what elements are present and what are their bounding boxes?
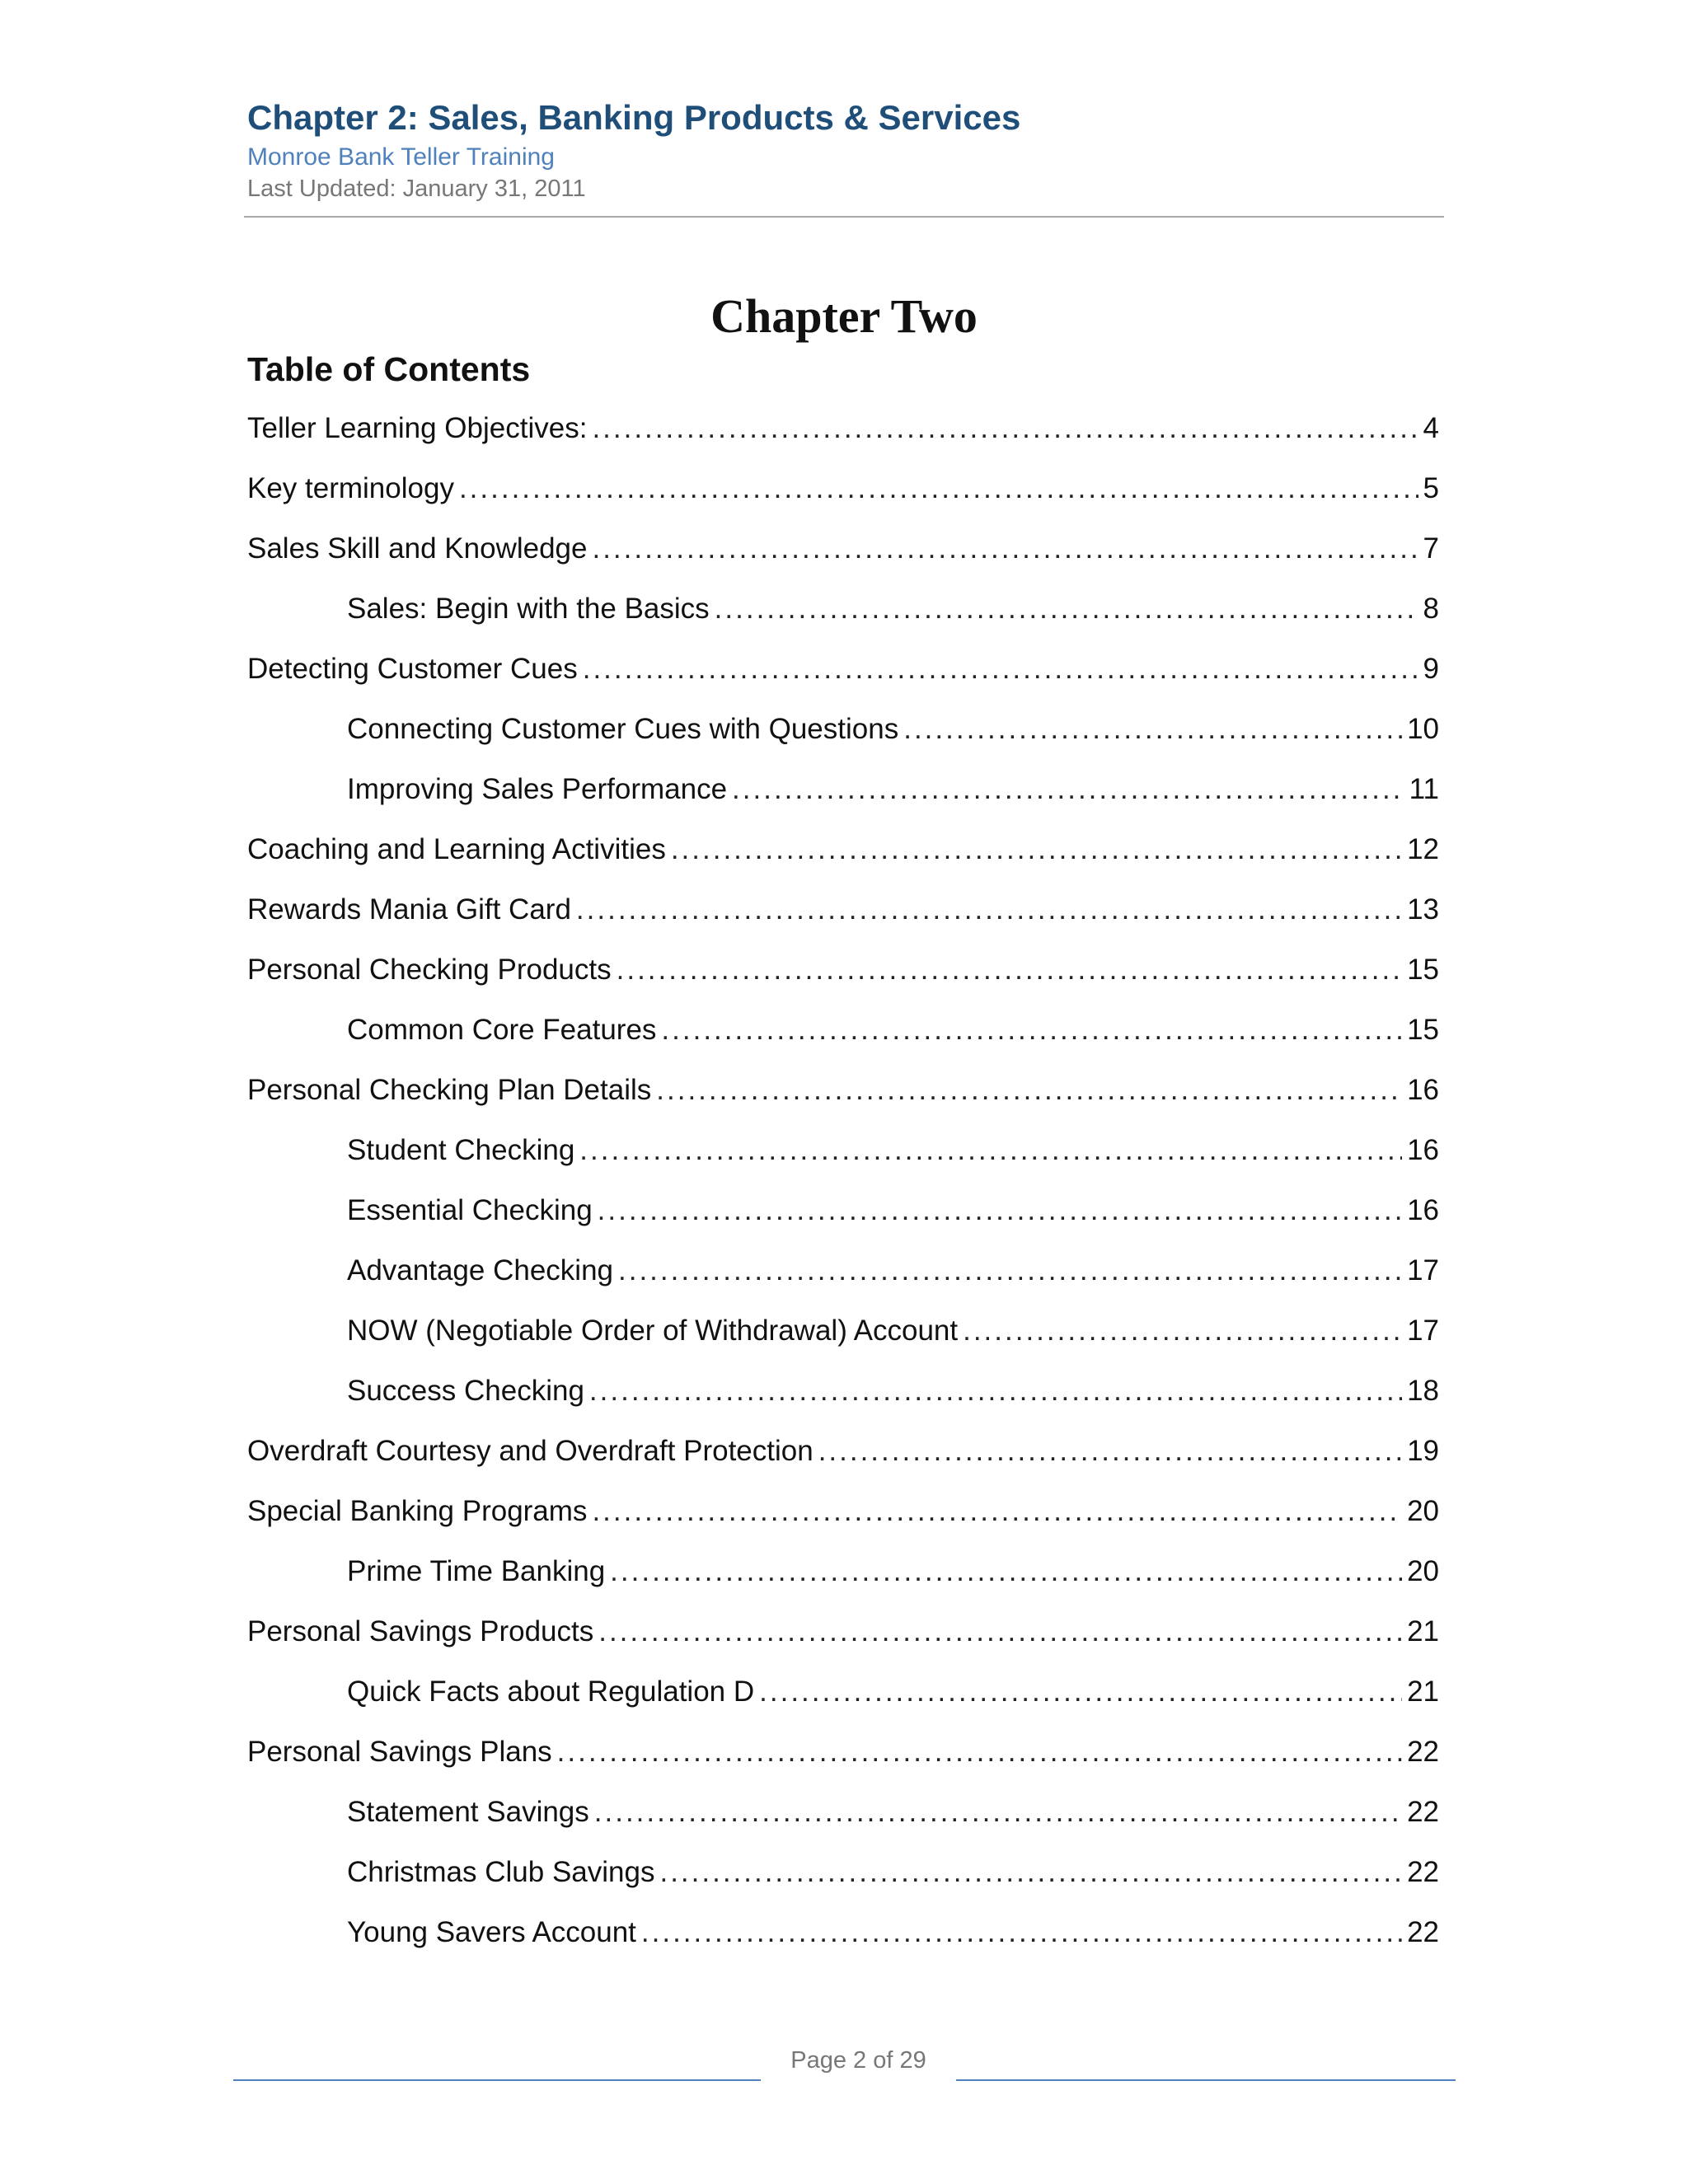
dot-leader: [583, 653, 1418, 686]
dot-leader: [594, 1796, 1402, 1829]
page-number: Page 2 of 29: [790, 2047, 926, 2074]
dot-leader: [656, 1074, 1402, 1107]
dot-leader: [557, 1736, 1402, 1769]
toc-entry-label: Personal Checking Plan Details: [247, 1074, 652, 1106]
toc-entry-page: 22: [1407, 1736, 1439, 1768]
toc-entry-page: 13: [1407, 893, 1439, 926]
toc-entry[interactable]: [247, 593, 1439, 653]
toc-entry-page: 20: [1407, 1495, 1439, 1527]
toc-entry[interactable]: [247, 412, 1439, 472]
toc-entry-label: Student Checking: [347, 1134, 575, 1166]
toc-entry[interactable]: [247, 1675, 1439, 1736]
toc-entry[interactable]: [247, 893, 1439, 954]
toc-entry[interactable]: [247, 1435, 1439, 1495]
toc-entry-label: Connecting Customer Cues with Questions: [347, 713, 899, 745]
chapter-title: Chapter Two: [710, 289, 978, 343]
dot-leader: [641, 1916, 1402, 1949]
toc-entry-label: Rewards Mania Gift Card: [247, 893, 571, 926]
toc-entry-label: Success Checking: [347, 1375, 584, 1407]
toc-entry-page: 22: [1407, 1916, 1439, 1948]
dot-leader: [576, 893, 1402, 926]
toc-entry[interactable]: [247, 1375, 1439, 1435]
toc-entry-label: Improving Sales Performance: [347, 773, 728, 805]
toc-entry[interactable]: [247, 472, 1439, 532]
table-of-contents: [247, 412, 1439, 1976]
dot-leader: [459, 472, 1418, 505]
document-title: Chapter 2: Sales, Banking Products & Services: [247, 98, 1021, 137]
toc-entry-page: 11: [1409, 773, 1439, 805]
toc-entry-label: Special Banking Programs: [247, 1495, 588, 1527]
toc-heading: Table of Contents: [247, 350, 531, 388]
running-header: [247, 97, 1442, 204]
toc-entry[interactable]: [247, 1916, 1439, 1976]
dot-leader: [963, 1315, 1402, 1347]
toc-entry-page: 9: [1423, 653, 1439, 685]
dot-leader: [592, 532, 1418, 565]
toc-entry-page: 15: [1407, 954, 1439, 986]
toc-entry[interactable]: [247, 1074, 1439, 1134]
toc-entry-label: Common Core Features: [347, 1014, 657, 1046]
dot-leader: [579, 1134, 1402, 1167]
toc-entry-label: Detecting Customer Cues: [247, 653, 578, 685]
toc-entry-page: 12: [1407, 833, 1439, 865]
toc-entry-page: 20: [1407, 1555, 1439, 1587]
toc-entry[interactable]: [247, 1555, 1439, 1615]
toc-entry-label: Personal Savings Products: [247, 1615, 594, 1647]
toc-entry[interactable]: [247, 1134, 1439, 1194]
header-divider: [244, 216, 1444, 218]
toc-entry[interactable]: [247, 1014, 1439, 1074]
toc-entry-page: 22: [1407, 1796, 1439, 1828]
dot-leader: [618, 1254, 1402, 1287]
dot-leader: [671, 833, 1402, 866]
toc-entry-page: 4: [1423, 412, 1439, 444]
toc-entry-page: 21: [1407, 1615, 1439, 1647]
toc-entry-page: 16: [1407, 1134, 1439, 1166]
dot-leader: [759, 1675, 1402, 1708]
toc-entry[interactable]: [247, 1495, 1439, 1555]
dot-leader: [592, 412, 1418, 445]
toc-entry-page: 17: [1407, 1254, 1439, 1286]
dot-leader: [610, 1555, 1402, 1588]
document-subtitle: Monroe Bank Teller Training: [247, 143, 555, 171]
toc-entry-page: 21: [1407, 1675, 1439, 1708]
dot-leader: [589, 1375, 1402, 1408]
toc-entry[interactable]: [247, 1856, 1439, 1916]
dot-leader: [661, 1014, 1402, 1047]
toc-entry-label: Christmas Club Savings: [347, 1856, 655, 1888]
toc-entry-label: Sales Skill and Knowledge: [247, 532, 588, 565]
toc-entry-label: Overdraft Courtesy and Overdraft Protection: [247, 1435, 814, 1467]
toc-entry-label: Teller Learning Objectives:: [247, 412, 588, 444]
toc-entry-label: Essential Checking: [347, 1194, 593, 1226]
footer-divider-right: [956, 2079, 1456, 2081]
toc-entry-label: Coaching and Learning Activities: [247, 833, 666, 865]
toc-entry[interactable]: [247, 1315, 1439, 1375]
toc-entry-label: Prime Time Banking: [347, 1555, 606, 1587]
toc-entry[interactable]: [247, 1194, 1439, 1254]
toc-entry-label: NOW (Negotiable Order of Withdrawal) Account: [347, 1315, 959, 1347]
toc-entry-page: 22: [1407, 1856, 1439, 1888]
footer-divider-left: [233, 2079, 761, 2081]
toc-entry[interactable]: [247, 833, 1439, 893]
toc-entry-page: 15: [1407, 1014, 1439, 1046]
toc-entry-label: Key terminology: [247, 472, 454, 504]
toc-entry[interactable]: [247, 773, 1439, 833]
toc-entry[interactable]: [247, 1796, 1439, 1856]
toc-entry-label: Sales: Begin with the Basics: [347, 593, 710, 625]
toc-entry-page: 19: [1407, 1435, 1439, 1467]
dot-leader: [715, 593, 1418, 626]
dot-leader: [903, 713, 1402, 746]
toc-entry-page: 17: [1407, 1315, 1439, 1347]
toc-entry-label: Personal Savings Plans: [247, 1736, 552, 1768]
toc-entry[interactable]: [247, 954, 1439, 1014]
toc-entry[interactable]: [247, 1254, 1439, 1315]
toc-entry-label: Personal Checking Products: [247, 954, 612, 986]
dot-leader: [617, 954, 1402, 987]
toc-entry-label: Quick Facts about Regulation D: [347, 1675, 755, 1708]
dot-leader: [598, 1194, 1402, 1227]
dot-leader: [659, 1856, 1402, 1889]
toc-entry-page: 10: [1407, 713, 1439, 745]
toc-entry-label: Advantage Checking: [347, 1254, 613, 1286]
toc-entry-page: 5: [1423, 472, 1439, 504]
toc-entry-page: 7: [1423, 532, 1439, 565]
dot-leader: [732, 773, 1404, 806]
toc-entry-page: 18: [1407, 1375, 1439, 1407]
toc-entry[interactable]: [247, 653, 1439, 713]
toc-entry-page: 8: [1423, 593, 1439, 625]
dot-leader: [598, 1615, 1402, 1648]
toc-entry-label: Statement Savings: [347, 1796, 589, 1828]
toc-entry-page: 16: [1407, 1074, 1439, 1106]
toc-entry[interactable]: [247, 1615, 1439, 1675]
toc-entry[interactable]: [247, 713, 1439, 773]
toc-entry[interactable]: [247, 1736, 1439, 1796]
dot-leader: [592, 1495, 1402, 1528]
dot-leader: [818, 1435, 1402, 1468]
last-updated-date: Last Updated: January 31, 2011: [247, 175, 586, 202]
toc-entry-label: Young Savers Account: [347, 1916, 636, 1948]
toc-entry[interactable]: [247, 532, 1439, 593]
toc-entry-page: 16: [1407, 1194, 1439, 1226]
